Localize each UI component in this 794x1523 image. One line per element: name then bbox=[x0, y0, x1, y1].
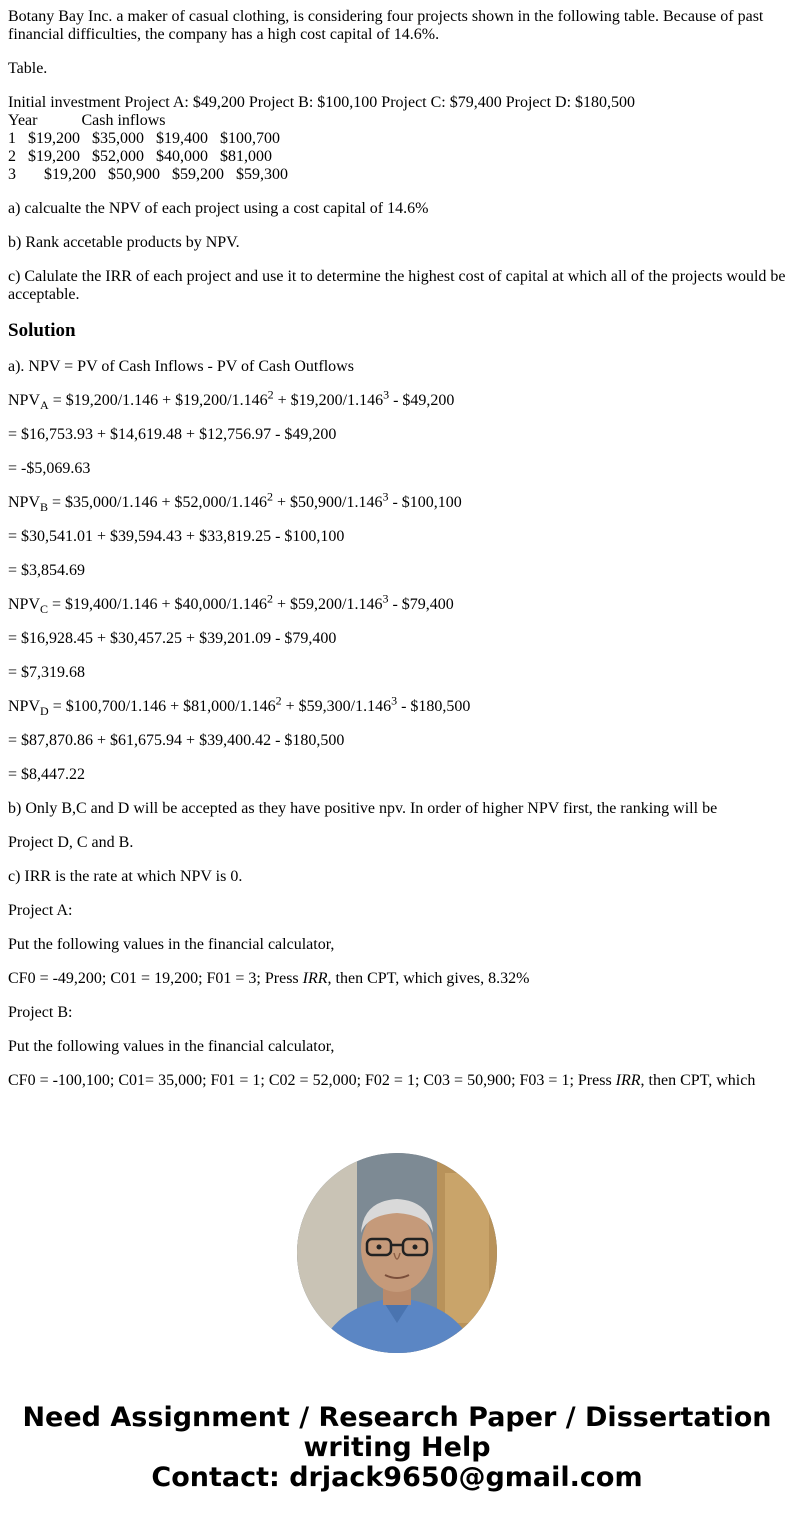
table-line: 3 $19,200 $50,900 $59,200 $59,300 bbox=[8, 166, 288, 183]
npv-definition: a). NPV = PV of Cash Inflows - PV of Cash Outflows bbox=[8, 358, 354, 375]
question-part-a: a) calcualte the NPV of each project using a cost capital of 14.6% bbox=[8, 200, 429, 217]
calculator-steps-b: CF0 = -100,100; C01= 35,000; F01 = 1; C02 = 52,000; F02 = 1; C03 = 50,900; F03 = 1; Press IRR, then CPT, which bbox=[8, 1072, 756, 1089]
question-intro: Botany Bay Inc. a maker of casual clothing, is considering four projects shown in the following table. Because of past financial difficulties, the company has a high cost capital of 14.6%. bbox=[8, 8, 764, 43]
solution-heading: Solution bbox=[8, 320, 76, 341]
npv-c-result: = $7,319.68 bbox=[8, 664, 86, 681]
ranking-explanation: b) Only B,C and D will be accepted as they have positive npv. In order of higher NPV first, the ranking will be bbox=[8, 800, 718, 817]
npv-d-result: = $8,447.22 bbox=[8, 766, 86, 783]
project-b-label: Project B: bbox=[8, 1004, 73, 1021]
table-line: 2 $19,200 $52,000 $40,000 $81,000 bbox=[8, 148, 272, 165]
npv-d-formula: $NPV_D$ = $100,700/1.146 + $\$81,000/1.146^2$ + $\$59,300/1.146^3$ - $180,500 bbox=[8, 693, 471, 719]
table-line: Initial investment Project A: $49,200 Project B: $100,100 Project C: $79,400 Project D: $180,500 bbox=[8, 94, 636, 111]
cash-flow-table bbox=[8, 94, 788, 184]
npv-a-expansion: = $16,753.93 + $14,619.48 + $12,756.97 - $49,200 bbox=[8, 426, 337, 443]
table-label: Table. bbox=[8, 60, 48, 77]
npv-a-result: = -$5,069.63 bbox=[8, 460, 91, 477]
npv-c-expansion: = $16,928.45 + $30,457.25 + $39,201.09 - $79,400 bbox=[8, 630, 337, 647]
question-part-b: b) Rank accetable products by NPV. bbox=[8, 234, 240, 251]
npv-b-result: = $3,854.69 bbox=[8, 562, 86, 579]
tutor-avatar bbox=[297, 1153, 497, 1353]
npv-d-expansion: = $87,870.86 + $61,675.94 + $39,400.42 - $180,500 bbox=[8, 732, 345, 749]
npv-a-formula: $NPV_A$ = $19,200/1.146 + $\$19,200/1.146^2$ + $\$19,200/1.146^3$ - $49,200 bbox=[8, 387, 455, 413]
npv-b-formula: $NPV_B$ = $35,000/1.146 + $\$52,000/1.146^2$ + $\$50,900/1.146^3$ - $100,100 bbox=[8, 489, 462, 515]
irr-definition: c) IRR is the rate at which NPV is 0. bbox=[8, 868, 243, 885]
document-body bbox=[8, 8, 788, 1122]
promo-banner bbox=[0, 1403, 794, 1493]
calculator-steps-a: CF0 = -49,200; C01 = 19,200; F01 = 3; Press IRR, then CPT, which gives, 8.32% bbox=[8, 970, 530, 987]
table-line: Year Cash inflows bbox=[8, 112, 166, 129]
promo-line: Need Assignment / Research Paper / Dissertation bbox=[22, 1402, 772, 1433]
calculator-instruction: Put the following values in the financial calculator, bbox=[8, 936, 335, 953]
npv-c-formula: $NPV_C$ = $19,400/1.146 + $\$40,000/1.146^2$ + $\$59,200/1.146^3$ - $79,400 bbox=[8, 591, 454, 617]
project-a-label: Project A: bbox=[8, 902, 73, 919]
table-line: 1 $19,200 $35,000 $19,400 $100,700 bbox=[8, 130, 280, 147]
ranking-order: Project D, C and B. bbox=[8, 834, 134, 851]
npv-b-expansion: = $30,541.01 + $39,594.43 + $33,819.25 - $100,100 bbox=[8, 528, 345, 545]
calculator-instruction: Put the following values in the financial calculator, bbox=[8, 1038, 335, 1055]
promo-contact: Contact: drjack9650@gmail.com bbox=[151, 1462, 643, 1493]
promo-line: writing Help bbox=[303, 1432, 491, 1463]
question-part-c: c) Calulate the IRR of each project and use it to determine the highest cost of capital at which all of the projects would be acceptable. bbox=[8, 268, 786, 303]
tutor-photo bbox=[297, 1153, 497, 1353]
